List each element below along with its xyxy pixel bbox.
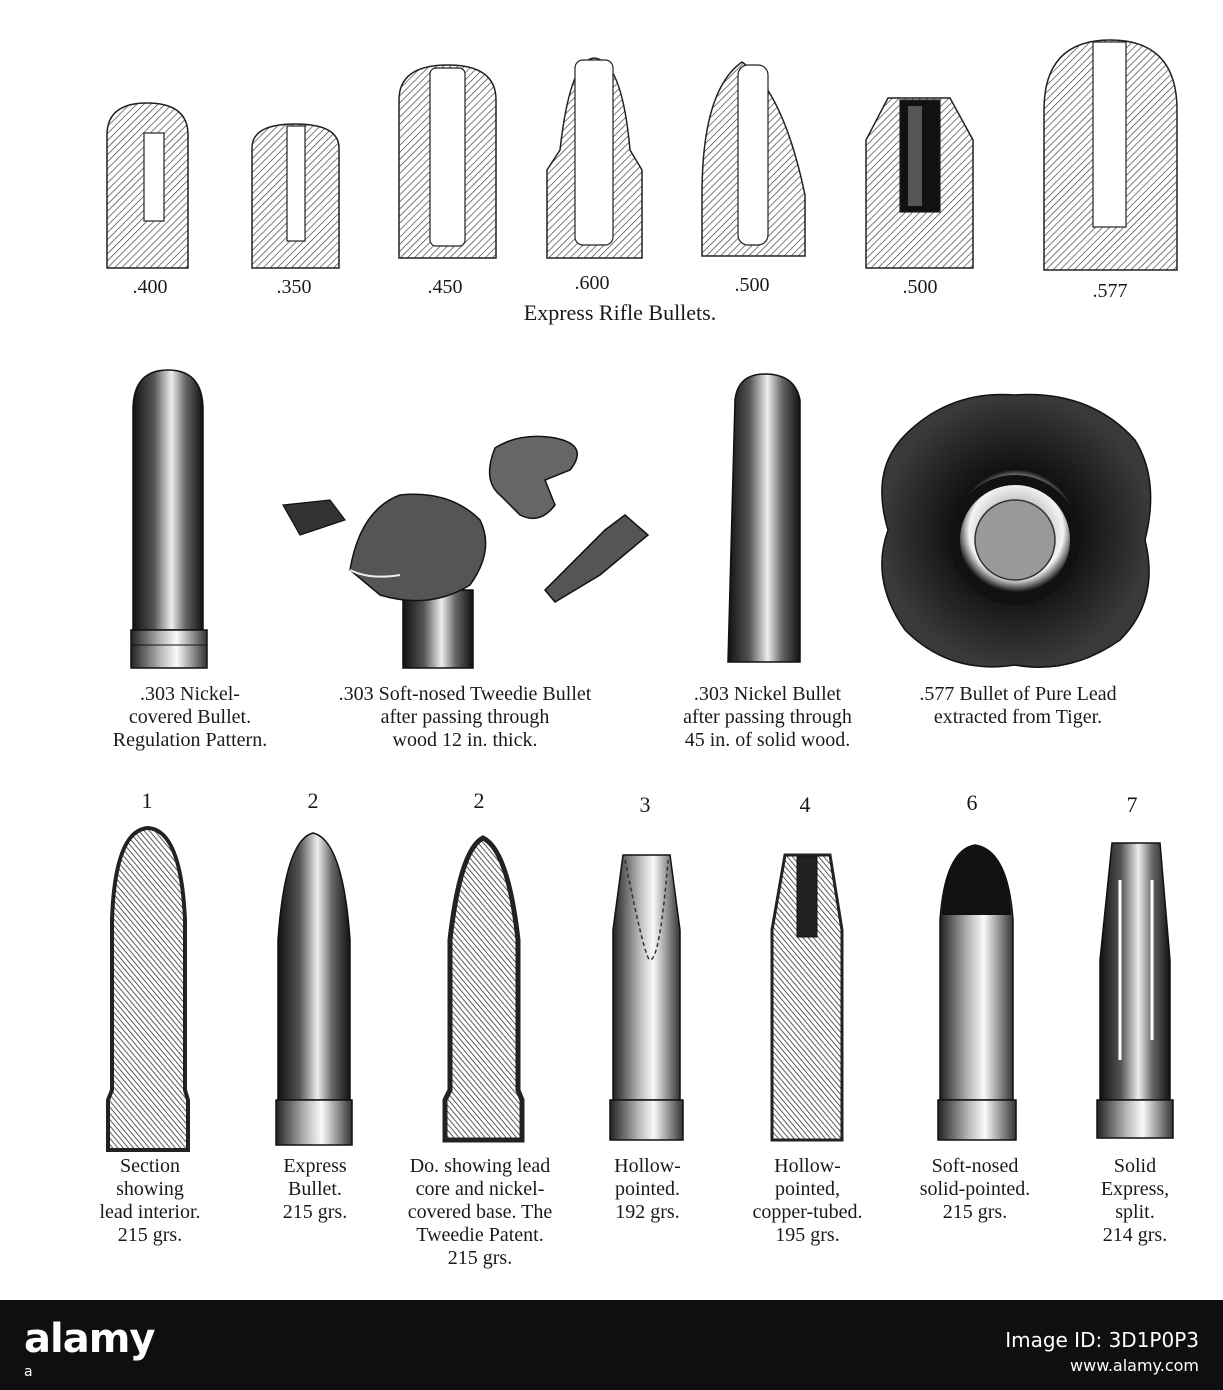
nickel-bullet-wood xyxy=(728,374,800,662)
solid-express-split xyxy=(1097,843,1173,1138)
row3-caption-1: Section showing lead interior. 215 grs. xyxy=(99,1155,201,1246)
row1-bullet-5 xyxy=(702,62,805,256)
figure-number-2: 2 xyxy=(307,788,319,813)
soft-nosed-solid-pointed xyxy=(938,845,1016,1140)
figure-number-4: 3 xyxy=(639,792,651,817)
hollow-pointed-bullet xyxy=(610,855,683,1140)
row3-caption-6: Soft-nosed solid-pointed. 215 grs. xyxy=(919,1155,1031,1223)
row3-caption-5: Hollow- pointed, copper-tubed. 195 grs. xyxy=(752,1155,863,1246)
calibre-label-1: .400 xyxy=(132,276,168,298)
calibre-label-7: .577 xyxy=(1092,280,1128,302)
row2-caption-1: .303 Nickel- covered Bullet. Regulation Pattern. xyxy=(112,683,268,751)
stock-footer-bar xyxy=(0,1300,1223,1390)
row3-caption-3: Do. showing lead core and nickel- covered base. The Tweedie Patent. 215 grs. xyxy=(407,1155,553,1269)
row2-caption-2: .303 Soft-nosed Tweedie Bullet after passing through wood 12 in. thick. xyxy=(338,683,592,751)
express-bullet xyxy=(276,833,352,1145)
calibre-label-6: .500 xyxy=(902,276,938,298)
row1-bullet-4 xyxy=(547,58,642,258)
calibre-label-3: .450 xyxy=(427,276,463,298)
row1-bullet-6 xyxy=(866,98,973,268)
site-url-link[interactable]: www.alamy.com xyxy=(1070,1356,1199,1375)
row1-bullet-2 xyxy=(252,124,339,268)
pure-lead-bullet xyxy=(882,395,1151,668)
row3-caption-7: Solid Express, split. 214 grs. xyxy=(1100,1155,1170,1246)
row1-bullet-3 xyxy=(399,65,496,258)
tweedie-patent-section xyxy=(445,838,522,1140)
tweedie-bullet-fragments xyxy=(283,436,648,668)
alamy-logo[interactable]: alamy xyxy=(24,1316,155,1362)
figure-number-1: 1 xyxy=(141,788,153,813)
calibre-label-2: .350 xyxy=(276,276,312,298)
logo-sub-mark: a xyxy=(24,1364,34,1380)
row1-bullet-1 xyxy=(107,103,188,268)
figure-number-3: 2 xyxy=(473,788,485,813)
section-lead-interior xyxy=(108,828,188,1150)
calibre-label-5: .500 xyxy=(734,274,770,296)
row2-caption-4: .577 Bullet of Pure Lead extracted from Tiger. xyxy=(919,683,1117,728)
nickel-covered-bullet xyxy=(131,370,207,668)
copper-tubed-bullet xyxy=(772,855,842,1140)
row2-caption-3: .303 Nickel Bullet after passing through 45 in. of solid wood. xyxy=(683,683,852,751)
calibre-label-4: .600 xyxy=(574,272,610,294)
figure-number-5: 4 xyxy=(799,792,811,817)
row1-bullet-7 xyxy=(1044,40,1177,270)
figure-number-6: 6 xyxy=(966,790,978,815)
row3-caption-2: Express Bullet. 215 grs. xyxy=(282,1155,348,1223)
figure-number-7: 7 xyxy=(1126,792,1138,817)
row3-caption-4: Hollow- pointed. 192 grs. xyxy=(614,1155,681,1223)
row1-caption: Express Rifle Bullets. xyxy=(523,300,717,325)
image-id-label: Image ID: 3D1P0P3 xyxy=(1005,1328,1199,1352)
